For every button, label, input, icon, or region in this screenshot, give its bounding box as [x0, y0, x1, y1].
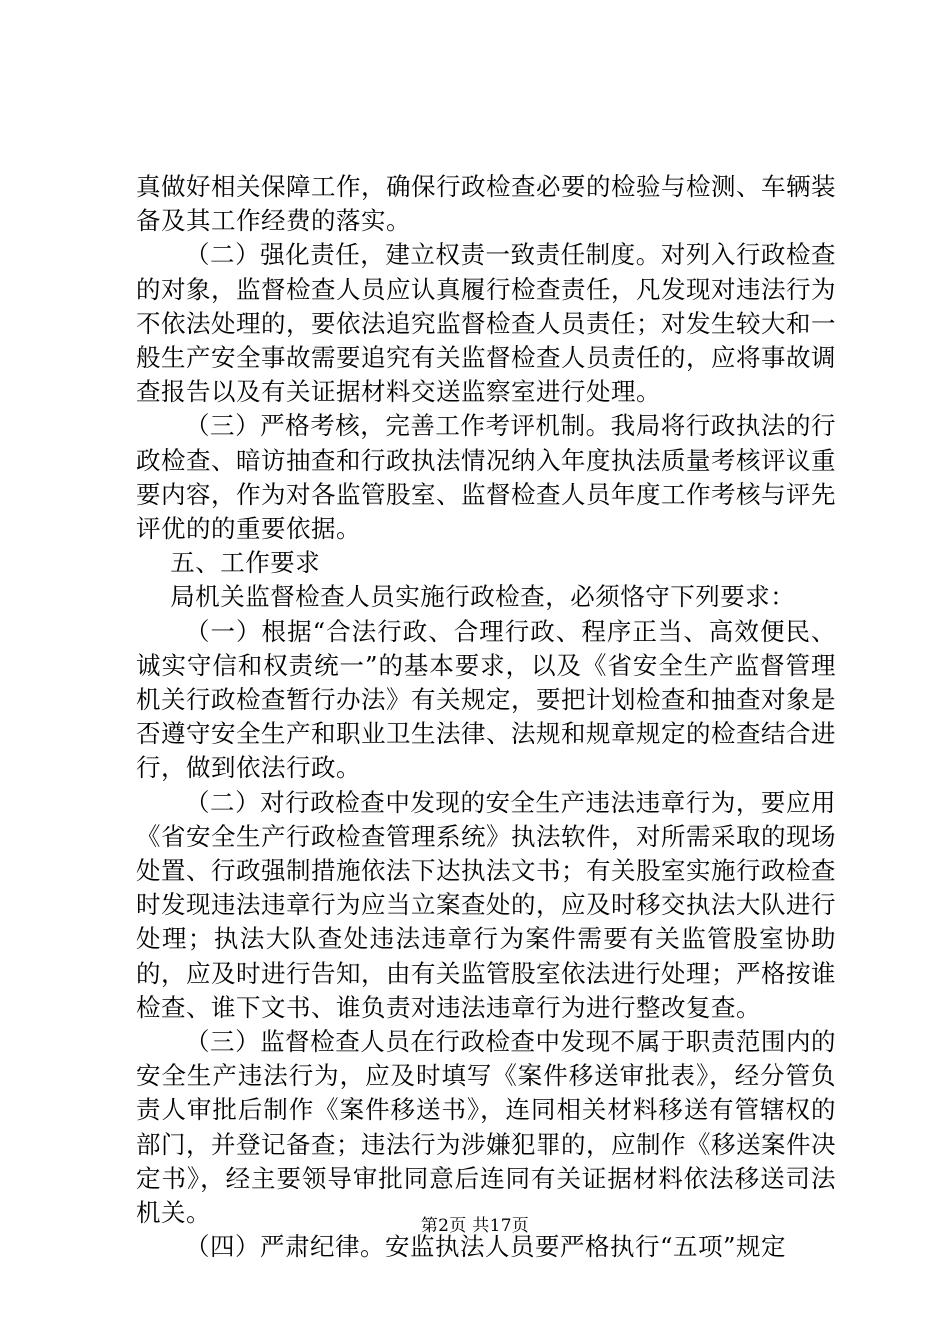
- paragraph-requirement-1: （一）根据“合法行政、合理行政、程序正当、高效便民、诚实守信和权责统一”的基本要求，以及《省安全生产监督管理机关行政检查暂行办法》有关规定，要把计划检查和抽查对象是否遵守安全生产和职业卫生法律、法规和规章规定的检查结合进行，做到依法行政。: [136, 616, 836, 783]
- section-heading: 五、工作要求: [170, 548, 321, 578]
- paragraph-requirement-4: （四）严肃纪律。安监执法人员要严格执行“五项”规定: [185, 1232, 787, 1262]
- paragraph-intro: 局机关监督检查人员实施行政检查，必须恪守下列要求：: [170, 582, 796, 612]
- document-body: [136, 170, 836, 1265]
- paragraph-item-2: （二）强化责任，建立权责一致责任制度。对列入行政检查的对象，监督检查人员应认真履行检查责任，凡发现对违法行为不依法处理的，要依法追究监督检查人员责任；对发生较大和一般生产安全事故需要追究有关监督检查人员责任的，应将事故调查报告以及有关证据材料交送监察室进行处理。: [136, 240, 836, 407]
- paragraph-item-3: （三）严格考核，完善工作考评机制。我局将行政执法的行政检查、暗访抽查和行政执法情况纳入年度执法质量考核评议重要内容，作为对各监管股室、监督检查人员年度工作考核与评先评优的的重要依据。: [136, 411, 836, 544]
- paragraph-requirement-3: （三）监督检查人员在行政检查中发现不属于职责范围内的安全生产违法行为，应及时填写《案件移送审批表》，经分管负责人审批后制作《案件移送书》，连同相关材料移送有管辖权的部门，并登记备查；违法行为涉嫌犯罪的，应制作《移送案件决定书》，经主要领导审批同意后连同有关证据材料依法移送司法机关。: [136, 1027, 836, 1228]
- page-number-label: 第2页 共17页: [420, 1216, 530, 1236]
- paragraph-requirement-2: （二）对行政检查中发现的安全生产违法违章行为，要应用《省安全生产行政检查管理系统》执法软件，对所需采取的现场处置、行政强制措施依法下达执法文书；有关股室实施行政检查时发现违法违章行为应当立案查处的，应及时移交执法大队进行处理；执法大队查处违法违章行为案件需要有关监管股室协助的，应及时进行告知，由有关监管股室依法进行处理；严格按谁检查、谁下文书、谁负责对违法违章行为进行整改复查。: [136, 787, 836, 1022]
- paragraph-continuation: 真做好相关保障工作，确保行政检查必要的检验与检测、车辆装备及其工作经费的落实。: [136, 172, 836, 236]
- page-footer: [0, 1215, 950, 1237]
